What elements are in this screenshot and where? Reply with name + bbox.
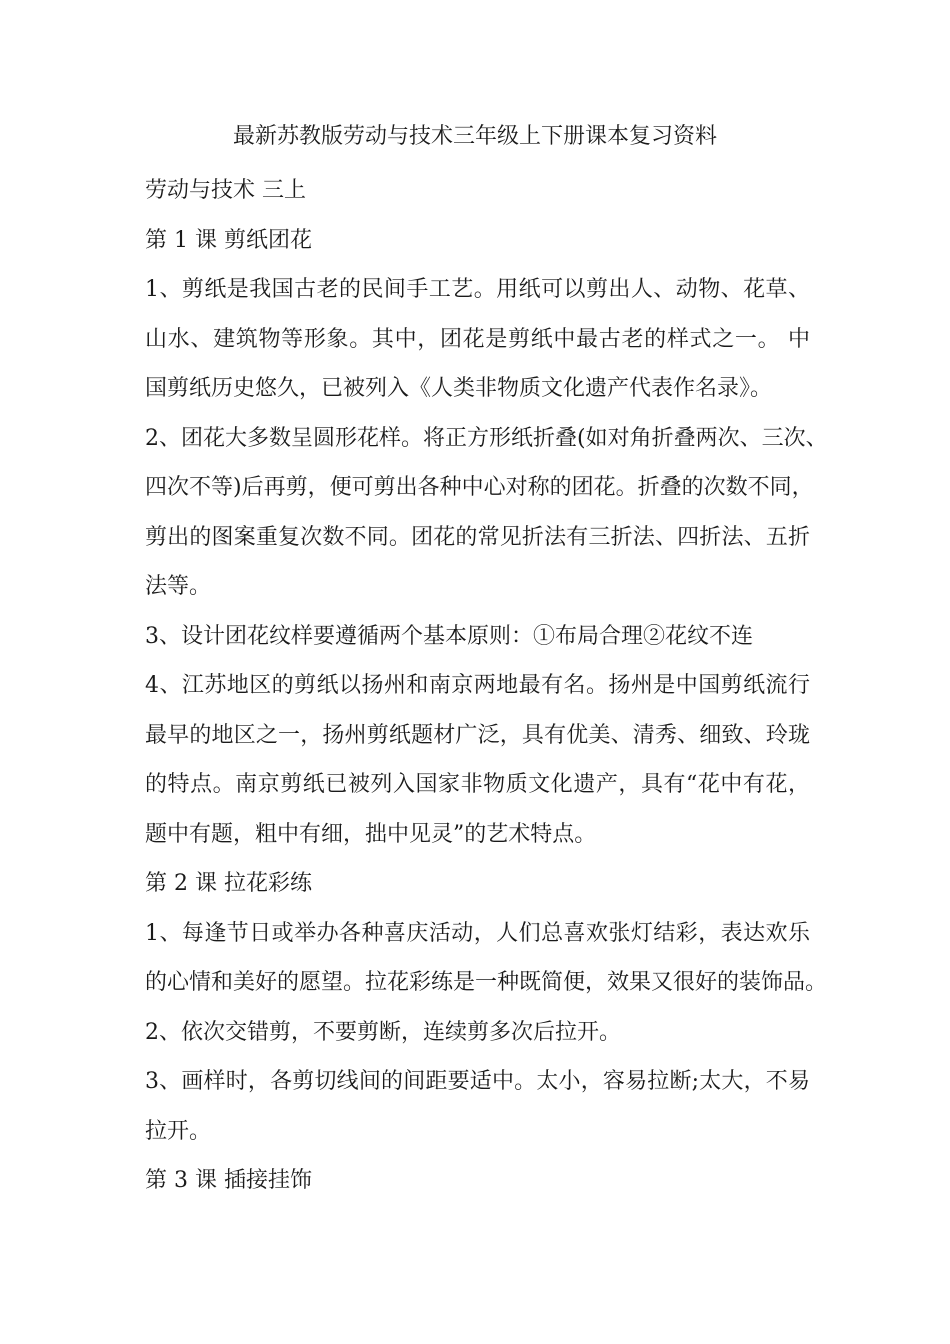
paragraph-line: 的特点。南京剪纸已被列入国家非物质文化遗产，具有“花中有花， — [145, 772, 810, 797]
paragraph-line: 最早的地区之一，扬州剪纸题材广泛，具有优美、清秀、细致、玲珑 — [145, 722, 810, 748]
paragraph-line: 国剪纸历史悠久，已被列入《人类非物质文化遗产代表作名录》。 — [145, 376, 773, 401]
paragraph-line: 题中有题，粗中有细，拙中见灵”的艺术特点。 — [145, 821, 597, 847]
lesson-heading: 第 2 课 拉花彩练 — [145, 871, 312, 896]
document-title: 最新苏教版劳动与技术三年级上下册课本复习资料 — [232, 124, 717, 149]
lesson-heading: 第 1 课 剪纸团花 — [145, 227, 312, 253]
lesson-heading: 第 3 课 插接挂饰 — [145, 1168, 312, 1193]
paragraph-line: 4、江苏地区的剪纸以扬州和南京两地最有名。扬州是中国剪纸流行 — [145, 673, 810, 698]
section-heading: 劳动与技术 三上 — [145, 178, 306, 203]
paragraph-line: 1、剪纸是我国古老的民间手工艺。用纸可以剪出人、动物、花草、 — [145, 277, 810, 302]
paragraph-line: 1、每逢节日或举办各种喜庆活动，人们总喜欢张灯结彩，表达欢乐 — [145, 920, 810, 946]
paragraph-line: 2、依次交错剪，不要剪断，连续剪多次后拉开。 — [145, 1019, 621, 1045]
paragraph-line: 山水、建筑物等形象。其中，团花是剪纸中最古老的样式之一。 中 — [145, 326, 810, 352]
paragraph-line: 2、团花大多数呈圆形花样。将正方形纸折叠(如对角折叠两次、三次、 — [145, 425, 828, 451]
paragraph-line: 的心情和美好的愿望。拉花彩练是一种既简便，效果又很好的装饰品。 — [145, 970, 828, 995]
document-body — [145, 166, 828, 1206]
paragraph-line: 四次不等)后再剪，便可剪出各种中心对称的团花。折叠的次数不同， — [145, 475, 814, 500]
paragraph-line: 3、设计团花纹样要遵循两个基本原则：①布局合理②花纹不连 — [145, 623, 753, 649]
paragraph-line: 3、画样时，各剪切线间的间距要适中。太小，容易拉断;太大，不易 — [145, 1069, 810, 1094]
paragraph-line: 拉开。 — [145, 1118, 212, 1144]
paragraph-line: 法等。 — [145, 574, 212, 599]
paragraph-line: 剪出的图案重复次数不同。团花的常见折法有三折法、四折法、五折 — [145, 524, 810, 550]
